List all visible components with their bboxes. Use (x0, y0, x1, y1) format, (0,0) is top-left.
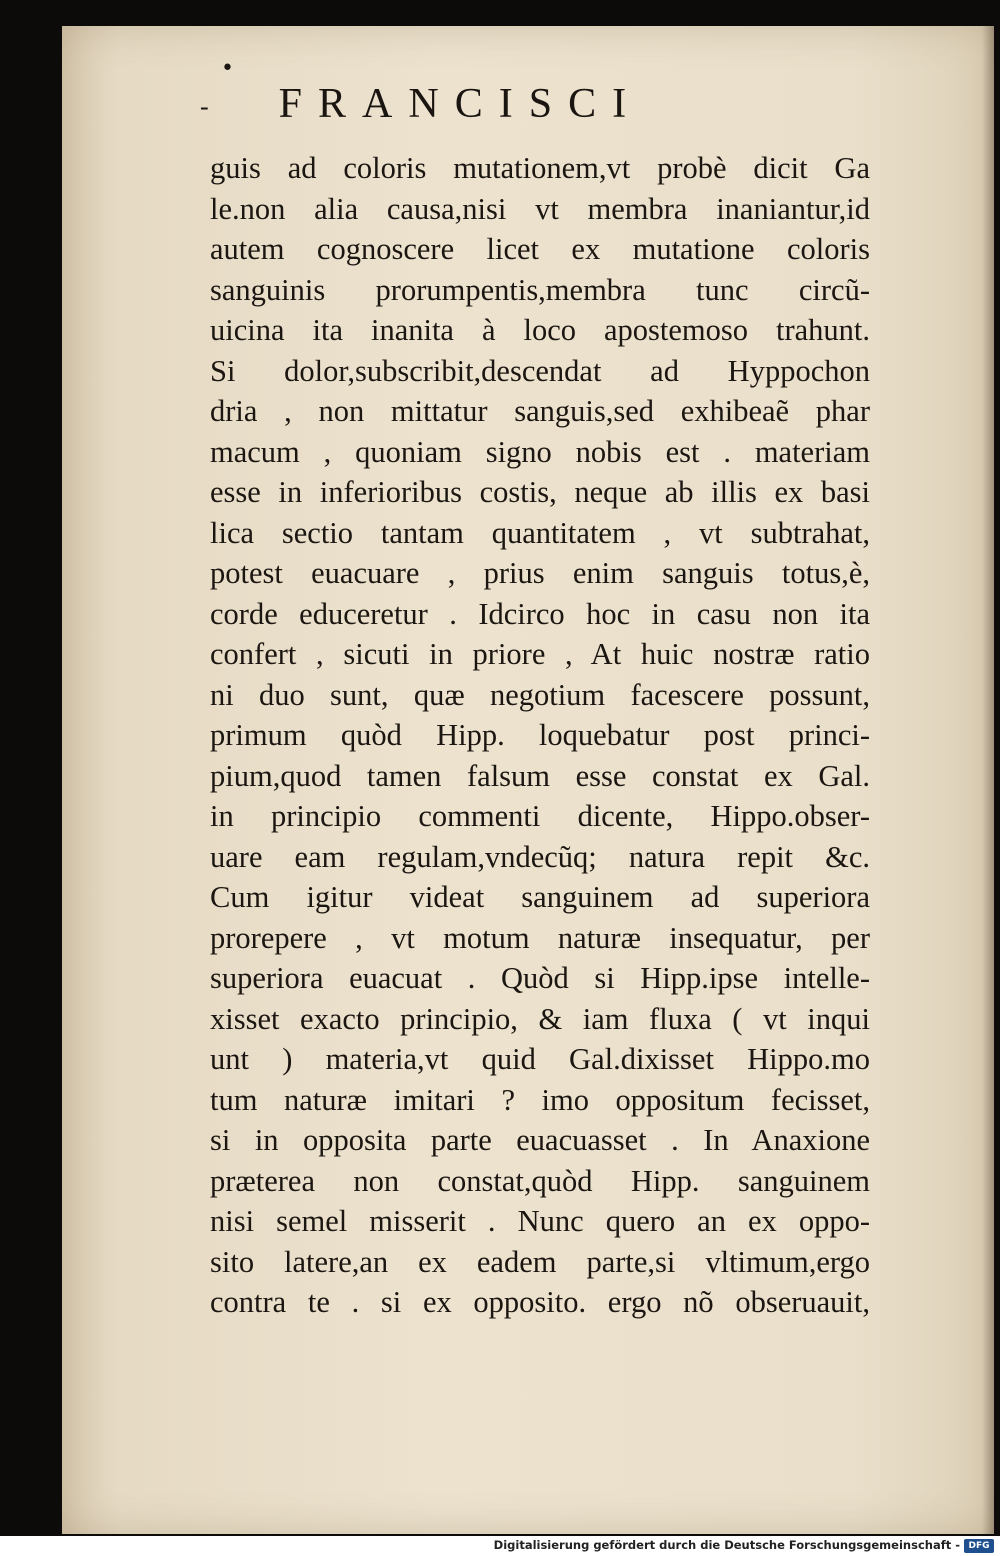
text-line: confert , sicuti in priore , At huic nostræ ratio (210, 637, 870, 671)
text-line: Si dolor,subscribit,descendat ad Hyppochon (210, 353, 870, 388)
text-line: superiora euacuat . Quòd si Hipp.ipse intelle- (210, 961, 870, 995)
dfg-logo: DFG (964, 1539, 994, 1553)
text-line: in principio commenti dicente, Hippo.obser- (210, 799, 870, 833)
text-line: uare eam regulam,vndecũq; natura repit &c. (210, 839, 870, 874)
text-line: lica sectio tantam quantitatem , vt subtrahat, (210, 515, 870, 550)
text-line: præterea non constat,quòd Hipp. sanguinem (210, 1163, 870, 1198)
running-head (200, 80, 820, 128)
text-line: esse in inferioribus costis, neque ab illis ex basi (210, 475, 870, 509)
body-text (210, 148, 870, 1323)
text-line: contra te . si ex opposito. ergo nõ obseruauit, (210, 1285, 870, 1319)
text-line: prorepere , vt motum naturæ insequatur, per (210, 920, 870, 955)
text-line: primum quòd Hipp. loquebatur post princi- (210, 718, 870, 752)
text-line: uicina ita inanita à loco apostemoso trahunt. (210, 313, 870, 347)
text-line: ni duo sunt, quæ negotium facescere possunt, (210, 677, 870, 712)
text-line: corde educeretur . Idcirco hoc in casu non ita (210, 596, 870, 631)
page-mark-dot: • (221, 56, 234, 81)
text-line: sito latere,an ex eadem parte,si vltimum,ergo (210, 1244, 870, 1279)
text-line: le.non alia causa,nisi vt membra inaniantur,id (210, 191, 870, 226)
running-head-lead: - (200, 92, 209, 122)
text-line: xisset exacto principio, & iam fluxa ( vt inqui (210, 1001, 870, 1036)
text-line: guis ad coloris mutationem,vt probè dicit Ga (210, 151, 870, 185)
text-line: dria , non mittatur sanguis,sed exhibeaẽ phar (210, 394, 870, 428)
text-line: tum naturæ imitari ? imo oppositum fecisset, (210, 1082, 870, 1117)
text-line: potest euacuare , prius enim sanguis totus,è, (210, 556, 870, 590)
text-line: nisi semel misserit . Nunc quero an ex oppo- (210, 1204, 870, 1238)
digitization-credit: Digitalisierung gefördert durch die Deutsche Forschungsgemeinschaft - (493, 1538, 960, 1552)
text-line: unt ) materia,vt quid Gal.dixisset Hippo.mo (210, 1042, 870, 1076)
text-line: autem cognoscere licet ex mutatione coloris (210, 232, 870, 266)
digitization-footer (0, 1536, 1000, 1556)
running-head-title: FRANCISCI (278, 81, 643, 127)
text-line: pium,quod tamen falsum esse constat ex Gal. (210, 758, 870, 793)
page-edge-shadow (982, 26, 994, 1534)
text-line: macum , quoniam signo nobis est . materiam (210, 434, 870, 469)
text-line: Cum igitur videat sanguinem ad superiora (210, 880, 870, 914)
text-line: sanguinis prorumpentis,membra tunc circũ- (210, 272, 870, 307)
text-line: si in opposita parte euacuasset . In Anaxione (210, 1123, 870, 1157)
